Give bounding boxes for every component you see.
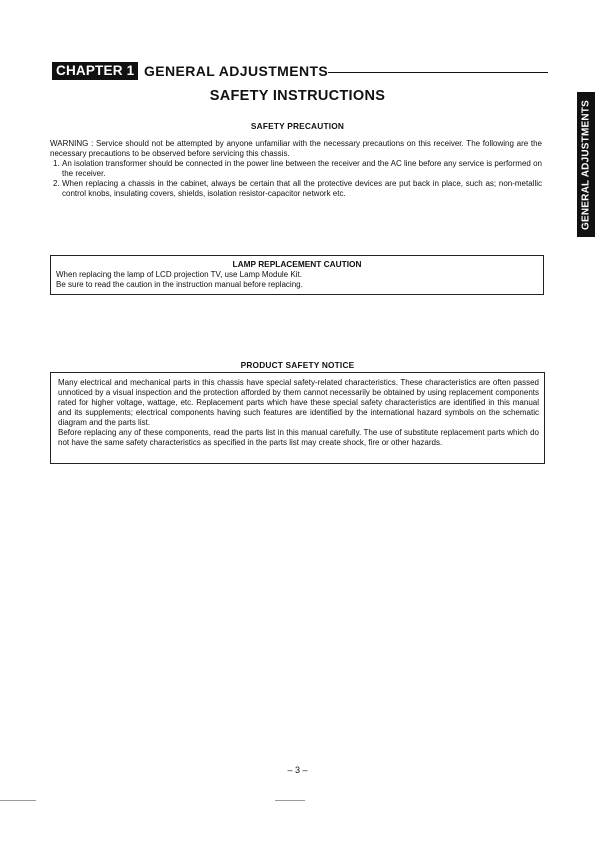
product-safety-paragraph: Before replacing any of these components, read the parts list in this manual carefully. The use of substitute replacement parts which do not have the same safety characteristics as specified in the parts list may create shock, fire or other hazards. <box>58 428 539 447</box>
list-item-text: When replacing a chassis in the cabinet, always be certain that all the protective devices are put back in place, such as; non-metallic control knobs, insulating covers, shields, isolation resistor-capacitor network etc. <box>62 179 542 198</box>
safety-precaution-heading: SAFETY PRECAUTION <box>250 121 345 131</box>
safety-warning-text: WARNING : Service should not be attempted by anyone unfamiliar with the necessary precautions on this receiver. The following are the necessary precautions to be observed before servicing this chassis. <box>50 139 542 158</box>
chapter-badge: CHAPTER 1 <box>52 62 138 80</box>
lamp-caution-heading: LAMP REPLACEMENT CAUTION <box>232 259 362 269</box>
lamp-caution-line: When replacing the lamp of LCD projection TV, use Lamp Module Kit. <box>56 270 302 279</box>
side-tab <box>577 92 595 237</box>
product-safety-heading: PRODUCT SAFETY NOTICE <box>240 360 355 370</box>
lamp-caution-box <box>50 255 544 295</box>
product-safety-paragraph: Many electrical and mechanical parts in this chassis have special safety-related characteristics. These characteristics are often passed unnoticed by a visual inspection and the protection afforded by them cannot necessarily be obtained by using replacement components rated for higher voltage, wattage, etc. Replacement parts which have these special safety characteristics are identified in this manual and its supplements; electrical components having such features are identified by the international hazard symbols on the schematic diagram and the parts list. <box>58 378 539 427</box>
list-item-number: 1. <box>53 159 60 168</box>
list-item <box>50 179 542 199</box>
chapter-title: GENERAL ADJUSTMENTS <box>144 63 329 79</box>
safety-precaution-list <box>50 159 542 199</box>
lamp-caution-line: Be sure to read the caution in the instruction manual before replacing. <box>56 280 303 289</box>
list-item-text: An isolation transformer should be connected in the power line between the receiver and the AC line before any service is performed on the receiver. <box>62 159 542 178</box>
list-item <box>50 159 542 179</box>
side-tab-label: GENERAL ADJUSTMENTS <box>580 99 592 230</box>
product-safety-box <box>50 372 545 464</box>
page-title: SAFETY INSTRUCTIONS <box>209 88 386 104</box>
list-item-number: 2. <box>53 179 60 188</box>
footer-rule <box>0 800 36 801</box>
chapter-rule <box>328 72 548 73</box>
footer-rule <box>275 800 305 801</box>
page-number: – 3 – <box>287 765 308 775</box>
chapter-header <box>52 62 548 80</box>
